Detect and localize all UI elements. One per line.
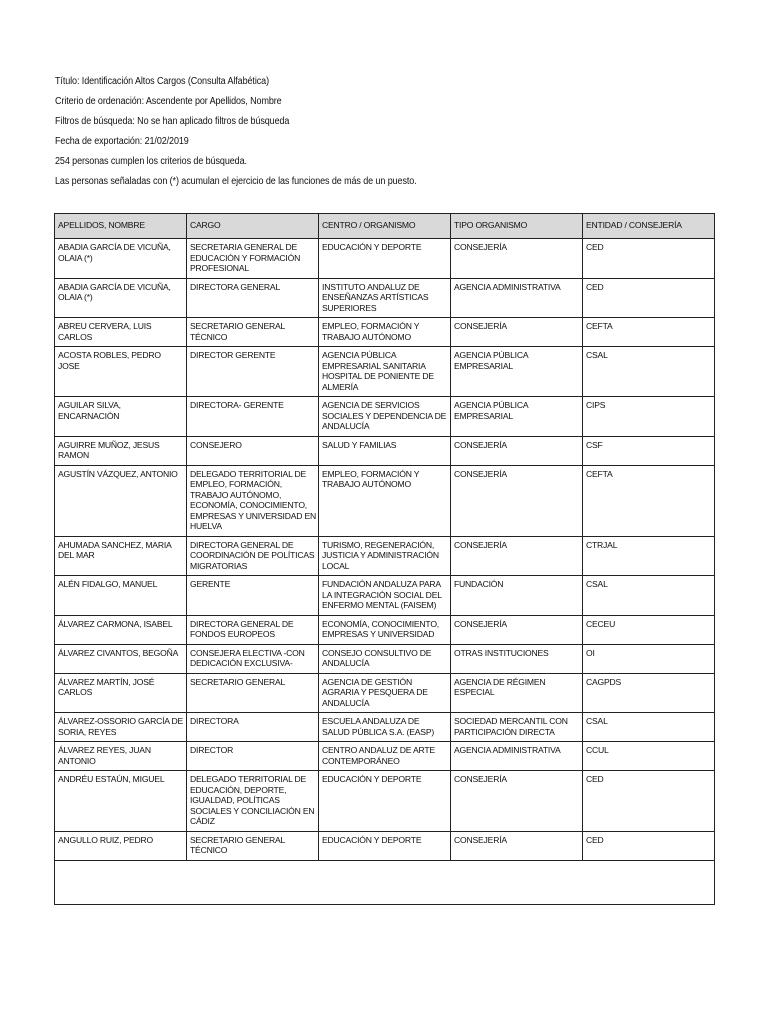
cell-organization-type: CONSEJERÍA bbox=[451, 536, 583, 576]
cell-entity: CED bbox=[583, 239, 715, 279]
cell-name: ABREU CERVERA, LUIS CARLOS bbox=[55, 318, 187, 347]
report-header bbox=[55, 75, 735, 195]
cell-position: DELEGADO TERRITORIAL DE EDUCACIÓN, DEPORTE, IGUALDAD, POLÍTICAS SOCIALES Y CONCILIACIÓN EN CÁDIZ bbox=[187, 771, 319, 832]
cell-entity: CECEU bbox=[583, 615, 715, 644]
cell-name: AGUIRRE MUÑOZ, JESUS RAMON bbox=[55, 436, 187, 465]
cell-organization: CONSEJO CONSULTIVO DE ANDALUCÍA bbox=[319, 644, 451, 673]
cell-organization-type: CONSEJERÍA bbox=[451, 771, 583, 832]
cell-organization: ECONOMÍA, CONOCIMIENTO, EMPRESAS Y UNIVERSIDAD bbox=[319, 615, 451, 644]
column-header-name: APELLIDOS, NOMBRE bbox=[55, 214, 187, 239]
cell-name: AHUMADA SANCHEZ, MARIA DEL MAR bbox=[55, 536, 187, 576]
cell-organization: AGENCIA DE SERVICIOS SOCIALES Y DEPENDENCIA DE ANDALUCÍA bbox=[319, 397, 451, 437]
cell-organization-type: CONSEJERÍA bbox=[451, 318, 583, 347]
cell-organization-type: AGENCIA ADMINISTRATIVA bbox=[451, 742, 583, 771]
cell-organization: TURISMO, REGENERACIÓN, JUSTICIA Y ADMINISTRACIÓN LOCAL bbox=[319, 536, 451, 576]
cell-organization: INSTITUTO ANDALUZ DE ENSEÑANZAS ARTÍSTICAS SUPERIORES bbox=[319, 278, 451, 318]
search-filters: Filtros de búsqueda: No se han aplicado filtros de búsqueda bbox=[55, 116, 290, 127]
results-table bbox=[54, 213, 715, 905]
table-row bbox=[55, 239, 715, 279]
cell-organization-type: CONSEJERÍA bbox=[451, 436, 583, 465]
cell-organization-type: AGENCIA DE RÉGIMEN ESPECIAL bbox=[451, 673, 583, 713]
cell-position: DIRECTOR bbox=[187, 742, 319, 771]
cell-position: GERENTE bbox=[187, 576, 319, 616]
empty-cell bbox=[55, 860, 715, 904]
cell-entity: CED bbox=[583, 278, 715, 318]
cell-organization-type: AGENCIA PÚBLICA EMPRESARIAL bbox=[451, 397, 583, 437]
cell-position: SECRETARIO GENERAL TÉCNICO bbox=[187, 831, 319, 860]
table-row bbox=[55, 278, 715, 318]
cell-entity: CIPS bbox=[583, 397, 715, 437]
table-row bbox=[55, 436, 715, 465]
cell-entity: CAGPDS bbox=[583, 673, 715, 713]
cell-name: ÁLVAREZ REYES, JUAN ANTONIO bbox=[55, 742, 187, 771]
cell-name: ÁLVAREZ-OSSORIO GARCÍA DE SORIA, REYES bbox=[55, 713, 187, 742]
table-body bbox=[55, 239, 715, 905]
table-row bbox=[55, 644, 715, 673]
cell-entity: CSAL bbox=[583, 576, 715, 616]
cell-organization: CENTRO ANDALUZ DE ARTE CONTEMPORÁNEO bbox=[319, 742, 451, 771]
cell-position: DIRECTOR GERENTE bbox=[187, 347, 319, 397]
table-row bbox=[55, 615, 715, 644]
cell-organization-type: CONSEJERÍA bbox=[451, 465, 583, 536]
cell-organization: AGENCIA PÚBLICA EMPRESARIAL SANITARIA HOSPITAL DE PONIENTE DE ALMERÍA bbox=[319, 347, 451, 397]
table-row bbox=[55, 465, 715, 536]
cell-organization-type: FUNDACIÓN bbox=[451, 576, 583, 616]
cell-name: ANGULLO RUIZ, PEDRO bbox=[55, 831, 187, 860]
cell-position: CONSEJERO bbox=[187, 436, 319, 465]
cell-name: ACOSTA ROBLES, PEDRO JOSE bbox=[55, 347, 187, 397]
table-row bbox=[55, 742, 715, 771]
table-row bbox=[55, 771, 715, 832]
column-header-organization: CENTRO / ORGANISMO bbox=[319, 214, 451, 239]
table-row bbox=[55, 673, 715, 713]
table-row bbox=[55, 576, 715, 616]
cell-position: SECRETARIA GENERAL DE EDUCACIÓN Y FORMACIÓN PROFESIONAL bbox=[187, 239, 319, 279]
cell-position: DIRECTORA GENERAL bbox=[187, 278, 319, 318]
cell-organization: SALUD Y FAMILIAS bbox=[319, 436, 451, 465]
cell-position: DELEGADO TERRITORIAL DE EMPLEO, FORMACIÓN, TRABAJO AUTÓNOMO, ECONOMÍA, CONOCIMIENTO, EMPRESAS Y UNIVERSIDAD EN HUELVA bbox=[187, 465, 319, 536]
cell-position: DIRECTORA bbox=[187, 713, 319, 742]
cell-name: AGUSTÍN VÁZQUEZ, ANTONIO bbox=[55, 465, 187, 536]
cell-entity: CEFTA bbox=[583, 318, 715, 347]
cell-entity: CTRJAL bbox=[583, 536, 715, 576]
cell-entity: CSF bbox=[583, 436, 715, 465]
table-row-empty bbox=[55, 860, 715, 904]
export-date: Fecha de exportación: 21/02/2019 bbox=[55, 136, 189, 147]
cell-name: ABADIA GARCÍA DE VICUÑA, OLAIA (*) bbox=[55, 239, 187, 279]
cell-organization: ESCUELA ANDALUZA DE SALUD PÚBLICA S.A. (EASP) bbox=[319, 713, 451, 742]
cell-entity: CED bbox=[583, 831, 715, 860]
cell-organization-type: OTRAS INSTITUCIONES bbox=[451, 644, 583, 673]
cell-name: ABADIA GARCÍA DE VICUÑA, OLAIA (*) bbox=[55, 278, 187, 318]
asterisk-note: Las personas señaladas con (*) acumulan el ejercicio de las funciones de más de un puesto. bbox=[55, 176, 417, 187]
table-row bbox=[55, 347, 715, 397]
result-count: 254 personas cumplen los criterios de búsqueda. bbox=[55, 156, 247, 167]
table-header-row bbox=[55, 214, 715, 239]
cell-organization: EDUCACIÓN Y DEPORTE bbox=[319, 239, 451, 279]
cell-organization-type: CONSEJERÍA bbox=[451, 239, 583, 279]
report-title: Título: Identificación Altos Cargos (Consulta Alfabética) bbox=[55, 76, 269, 87]
cell-position: DIRECTORA GENERAL DE COORDINACIÓN DE POLÍTICAS MIGRATORIAS bbox=[187, 536, 319, 576]
cell-entity: CSAL bbox=[583, 347, 715, 397]
cell-organization: AGENCIA DE GESTIÓN AGRARIA Y PESQUERA DE ANDALUCÍA bbox=[319, 673, 451, 713]
sort-criterion: Criterio de ordenación: Ascendente por Apellidos, Nombre bbox=[55, 96, 282, 107]
cell-name: ÁLVAREZ MARTÍN, JOSÉ CARLOS bbox=[55, 673, 187, 713]
cell-position: DIRECTORA- GERENTE bbox=[187, 397, 319, 437]
table-row bbox=[55, 318, 715, 347]
table-row bbox=[55, 713, 715, 742]
cell-entity: CEFTA bbox=[583, 465, 715, 536]
table-row bbox=[55, 831, 715, 860]
cell-entity: OI bbox=[583, 644, 715, 673]
cell-position: DIRECTORA GENERAL DE FONDOS EUROPEOS bbox=[187, 615, 319, 644]
cell-organization-type: SOCIEDAD MERCANTIL CON PARTICIPACIÓN DIRECTA bbox=[451, 713, 583, 742]
cell-position: SECRETARIO GENERAL TÉCNICO bbox=[187, 318, 319, 347]
cell-entity: CED bbox=[583, 771, 715, 832]
cell-name: ANDRÉU ESTAÚN, MIGUEL bbox=[55, 771, 187, 832]
cell-organization: EMPLEO, FORMACIÓN Y TRABAJO AUTÓNOMO bbox=[319, 465, 451, 536]
cell-name: ÁLVAREZ CARMONA, ISABEL bbox=[55, 615, 187, 644]
column-header-organization-type: TIPO ORGANISMO bbox=[451, 214, 583, 239]
cell-entity: CSAL bbox=[583, 713, 715, 742]
table-row bbox=[55, 536, 715, 576]
cell-organization: EDUCACIÓN Y DEPORTE bbox=[319, 831, 451, 860]
table-row bbox=[55, 397, 715, 437]
cell-organization: EMPLEO, FORMACIÓN Y TRABAJO AUTÓNOMO bbox=[319, 318, 451, 347]
column-header-position: CARGO bbox=[187, 214, 319, 239]
cell-entity: CCUL bbox=[583, 742, 715, 771]
cell-organization-type: AGENCIA PÚBLICA EMPRESARIAL bbox=[451, 347, 583, 397]
cell-organization-type: AGENCIA ADMINISTRATIVA bbox=[451, 278, 583, 318]
cell-organization-type: CONSEJERÍA bbox=[451, 831, 583, 860]
cell-name: ALÉN FIDALGO, MANUEL bbox=[55, 576, 187, 616]
cell-position: SECRETARIO GENERAL bbox=[187, 673, 319, 713]
column-header-entity: ENTIDAD / CONSEJERÍA bbox=[583, 214, 715, 239]
cell-name: ÁLVAREZ CIVANTOS, BEGOÑA bbox=[55, 644, 187, 673]
cell-position: CONSEJERA ELECTIVA -CON DEDICACIÓN EXCLUSIVA- bbox=[187, 644, 319, 673]
cell-organization: FUNDACIÓN ANDALUZA PARA LA INTEGRACIÓN SOCIAL DEL ENFERMO MENTAL (FAISEM) bbox=[319, 576, 451, 616]
cell-organization-type: CONSEJERÍA bbox=[451, 615, 583, 644]
cell-organization: EDUCACIÓN Y DEPORTE bbox=[319, 771, 451, 832]
cell-name: AGUILAR SILVA, ENCARNACIÓN bbox=[55, 397, 187, 437]
